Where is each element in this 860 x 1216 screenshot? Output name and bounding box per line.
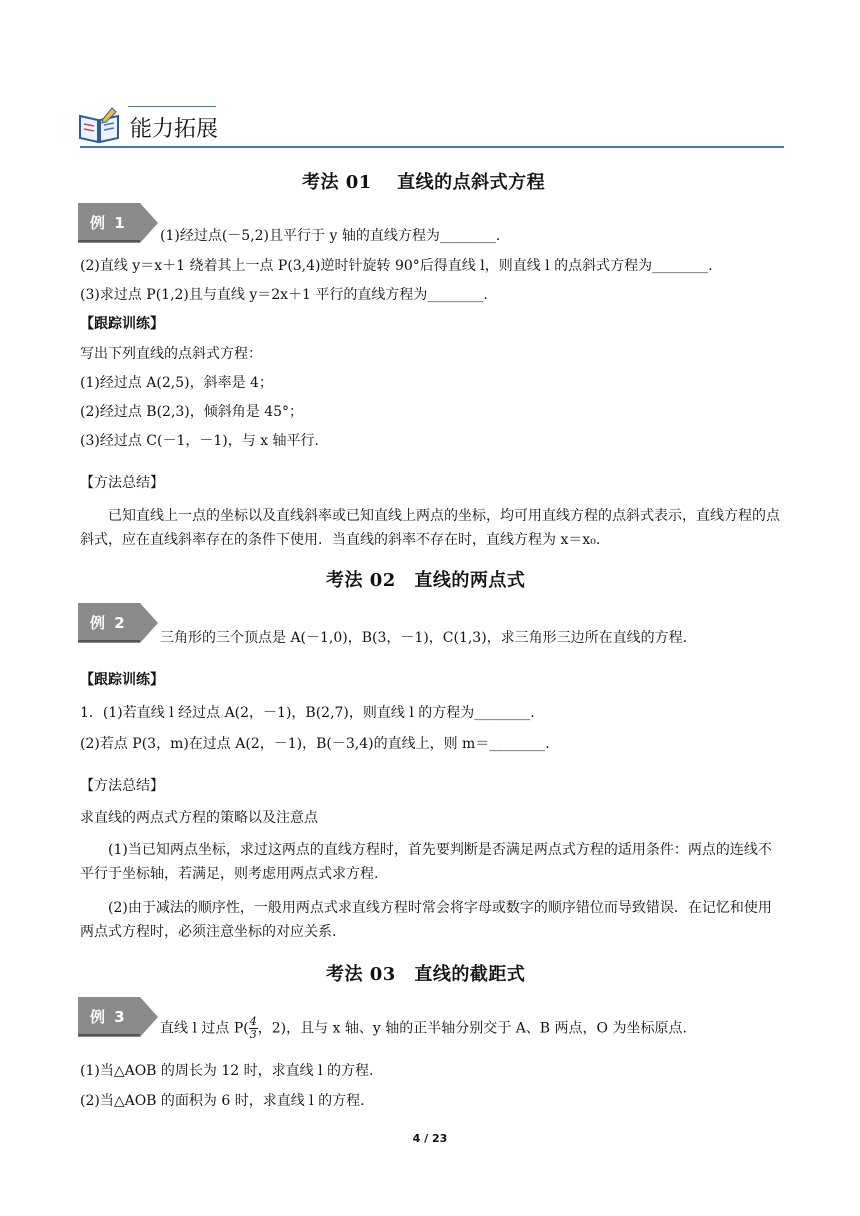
fraction-4-3: $\frac{4}{3}$: [249, 1015, 257, 1041]
example-2-line-1: 三角形的三个顶点是 A(－1,0)，B(3，－1)，C(1,3)，求三角形三边所在直线的方程.: [160, 630, 688, 646]
practice-1-line-1: 写出下列直线的点斜式方程：: [80, 346, 262, 362]
example-1-line-1: (1)经过点(－5,2)且平行于 y 轴的直线方程为________.: [160, 228, 501, 244]
example-tag-3: 例 3: [78, 997, 160, 1037]
section-title: 能力拓展: [130, 117, 219, 142]
page-number: 4 / 23: [412, 1132, 448, 1145]
example-3-line-3: (2)当△AOB 的面积为 6 时，求直线 l 的方程.: [80, 1093, 365, 1109]
example-1-line-2: (2)直线 y＝x＋1 绕着其上一点 P(3,4)逆时针旋转 90°后得直线 l，则直线 l 的点斜式方程为________.: [80, 258, 713, 274]
example-3-line-1: 直线 l 过点 P( $\frac{4}{3}$ ，2)，且与 x 轴、y 轴的正半轴分别交于 A、B 两点，O 为坐标原点.: [160, 1015, 687, 1041]
method-heading-01: 考法 01 直线的点斜式方程: [302, 172, 546, 193]
summary-intro-2: 求直线的两点式方程的策略以及注意点: [80, 810, 318, 826]
section-top-rule: [128, 106, 216, 107]
example-tag-2: 例 2: [78, 603, 160, 643]
summary-point-2-1: (1)当已知两点坐标，求过这两点的直线方程时，首先要判断是否满足两点式方程的适用条件：两点的连线不平行于坐标轴，若满足，则考虑用两点式求方程.: [80, 842, 772, 882]
section-rule: [80, 146, 784, 148]
practice-1-line-4: (3)经过点 C(－1，－1)，与 x 轴平行.: [80, 433, 319, 449]
book-icon: [76, 106, 124, 146]
practice-2-line-2: (2)若点 P(3，m)在过点 A(2，－1)，B(－3,4)的直线上，则 m＝________.: [80, 736, 550, 752]
practice-title-2: 【跟踪训练】: [80, 672, 164, 688]
method-heading-03: 考法 03 直线的截距式: [326, 964, 526, 985]
method-heading-02: 考法 02 直线的两点式: [326, 570, 526, 591]
summary-title-2: 【方法总结】: [80, 778, 164, 794]
example-3-line-2: (1)当△AOB 的周长为 12 时，求直线 l 的方程.: [80, 1063, 374, 1079]
summary-point-2-2: (2)由于减法的顺序性，一般用两点式求直线方程时常会将字母或数字的顺序错位而导致错误．在记忆和使用两点式方程时，必须注意坐标的对应关系.: [80, 900, 772, 940]
example-1-line-3: (3)求过点 P(1,2)且与直线 y＝2x＋1 平行的直线方程为________.: [80, 287, 488, 303]
practice-title-1: 【跟踪训练】: [80, 316, 164, 332]
summary-title-1: 【方法总结】: [80, 475, 164, 491]
summary-text-1: 已知直线上一点的坐标以及直线斜率或已知直线上两点的坐标，均可用直线方程的点斜式表示，直线方程的点斜式，应在直线斜率存在的条件下使用．当直线的斜率不存在时，直线方程为 x＝x₀.: [80, 508, 780, 548]
practice-1-line-2: (1)经过点 A(2,5)，斜率是 4；: [80, 375, 273, 391]
example-tag-1: 例 1: [78, 203, 160, 243]
practice-2-line-1: 1．(1)若直线 l 经过点 A(2，－1)，B(2,7)，则直线 l 的方程为________.: [80, 705, 535, 721]
practice-1-line-3: (2)经过点 B(2,3)，倾斜角是 45°；: [80, 404, 304, 420]
